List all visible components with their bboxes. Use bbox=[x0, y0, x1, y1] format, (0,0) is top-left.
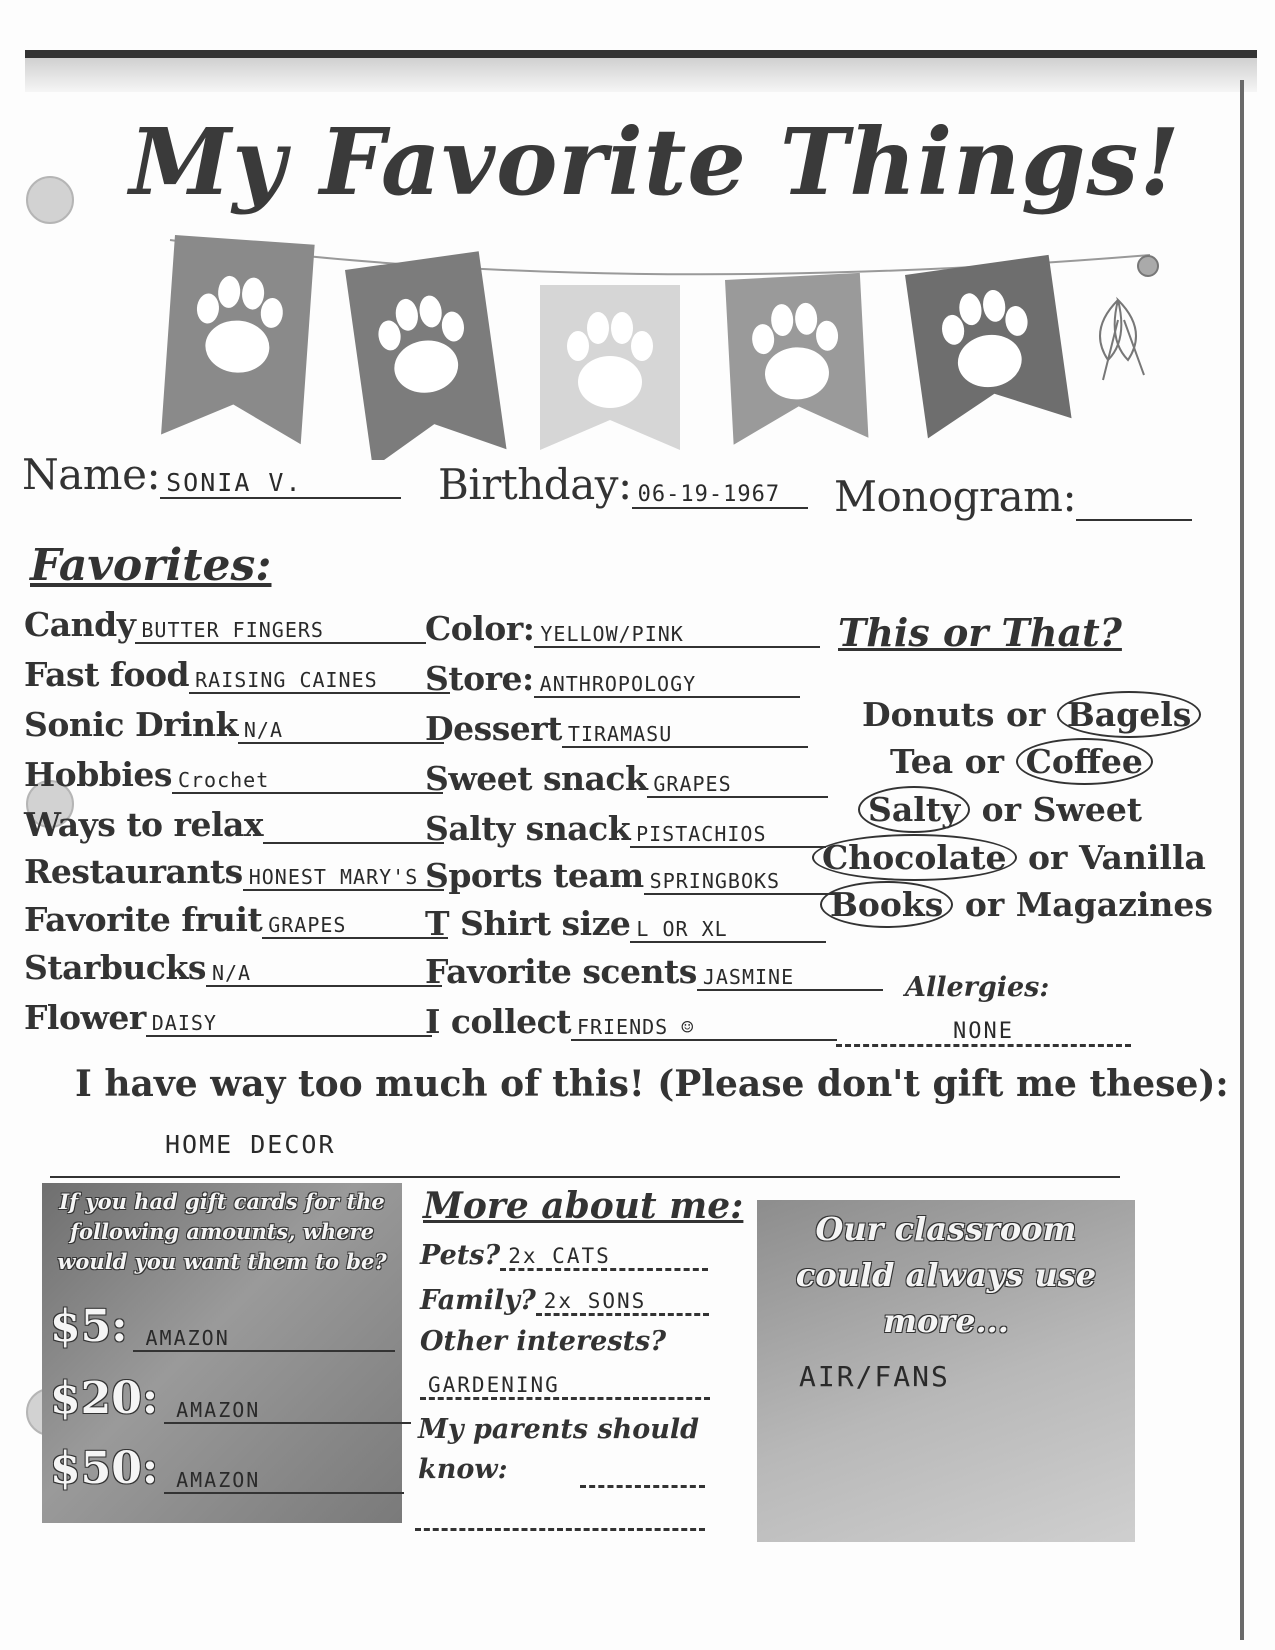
family-row bbox=[420, 1283, 709, 1316]
favorite-label: Sports team bbox=[425, 856, 644, 895]
gift-cards-box bbox=[42, 1183, 402, 1523]
this-or-that-heading: This or That? bbox=[838, 610, 1122, 655]
gift-value[interactable]: AMAZON bbox=[145, 1326, 230, 1350]
favorite-label: Color: bbox=[425, 609, 535, 648]
other-interests-value[interactable]: GARDENING bbox=[428, 1373, 560, 1397]
favorite-left-row bbox=[24, 755, 443, 794]
favorite-label: T Shirt size bbox=[425, 904, 631, 943]
pets-value[interactable]: 2x CATS bbox=[508, 1244, 611, 1268]
favorite-value[interactable]: DAISY bbox=[151, 1011, 217, 1035]
parents-line-1 bbox=[580, 1455, 705, 1488]
or-word: or bbox=[981, 790, 1022, 829]
option-b[interactable]: Coffee bbox=[1016, 738, 1153, 785]
favorite-value[interactable]: GRAPES bbox=[653, 772, 732, 796]
monogram-label: Monogram: bbox=[834, 472, 1077, 521]
family-label: Family? bbox=[420, 1285, 536, 1316]
favorite-left-row bbox=[24, 805, 444, 844]
favorite-value[interactable]: L OR XL bbox=[636, 917, 728, 941]
favorite-value[interactable]: N/A bbox=[243, 718, 283, 742]
gift-cards-prompt: If you had gift cards for the following amounts, where would you want them to be? bbox=[57, 1189, 387, 1274]
favorite-value[interactable]: Crochet bbox=[177, 768, 270, 792]
favorite-value[interactable]: GRAPES bbox=[268, 913, 347, 937]
or-word: or bbox=[964, 885, 1005, 924]
favorite-value[interactable]: PISTACHIOS bbox=[636, 822, 767, 846]
favorite-middle-row bbox=[425, 659, 800, 698]
favorite-value[interactable]: JASMINE bbox=[702, 965, 795, 989]
birthday-value[interactable]: 06-19-1967 bbox=[637, 482, 781, 507]
classroom-box bbox=[757, 1200, 1135, 1542]
parents-line-2 bbox=[415, 1500, 705, 1531]
favorite-value[interactable]: YELLOW/PINK bbox=[540, 622, 684, 646]
option-b[interactable]: Sweet bbox=[1032, 790, 1143, 829]
pets-label: Pets? bbox=[420, 1240, 501, 1271]
favorites-heading: Favorites: bbox=[30, 540, 272, 591]
option-a[interactable]: Salty bbox=[858, 786, 970, 833]
favorite-label: Favorite fruit bbox=[24, 900, 263, 939]
paw-flag-3 bbox=[540, 285, 680, 450]
favorite-value[interactable]: FRIENDS ☺ bbox=[576, 1015, 695, 1039]
gift-value[interactable]: AMAZON bbox=[176, 1398, 261, 1422]
paw-flag-1 bbox=[161, 235, 315, 444]
gift-amount: $5: bbox=[50, 1301, 128, 1352]
favorite-value[interactable]: HONEST MARY'S bbox=[248, 865, 419, 889]
favorite-left-row bbox=[24, 852, 444, 891]
allergies-label: Allergies: bbox=[905, 972, 1050, 1003]
favorite-middle-row bbox=[425, 759, 828, 798]
favorite-value[interactable]: TIRAMASU bbox=[567, 722, 673, 746]
monogram-row bbox=[834, 472, 1192, 521]
gift-card-row bbox=[50, 1301, 395, 1352]
name-row bbox=[22, 450, 401, 499]
family-value[interactable]: 2x SONS bbox=[543, 1289, 647, 1313]
favorite-label: Store: bbox=[425, 659, 534, 698]
favorite-middle-row bbox=[425, 1002, 837, 1041]
gift-card-row bbox=[50, 1373, 411, 1424]
this-or-that-item bbox=[858, 790, 1142, 829]
favorite-label: Dessert bbox=[425, 709, 562, 748]
favorite-label: Ways to relax bbox=[24, 805, 264, 844]
birthday-label: Birthday: bbox=[438, 460, 632, 509]
favorite-label: Sweet snack bbox=[425, 759, 648, 798]
paw-flag-4 bbox=[725, 273, 868, 445]
option-a[interactable]: Donuts bbox=[862, 695, 995, 734]
paw-flag-2 bbox=[345, 251, 507, 460]
favorite-middle-row bbox=[425, 809, 826, 848]
favorite-middle-row bbox=[425, 952, 883, 991]
allergies-value[interactable]: NONE bbox=[953, 1019, 1014, 1044]
favorite-value[interactable]: RAISING CAINES bbox=[195, 668, 378, 692]
too-much-value[interactable]: HOME DECOR bbox=[165, 1130, 336, 1159]
favorite-value[interactable]: ANTHROPOLOGY bbox=[539, 672, 697, 696]
name-label: Name: bbox=[22, 450, 161, 499]
favorite-label: Sonic Drink bbox=[24, 705, 238, 744]
allergies-line bbox=[836, 1010, 1131, 1047]
favorite-left-row bbox=[24, 655, 450, 694]
birthday-row bbox=[438, 460, 808, 509]
too-much-label: I have way too much of this! (Please don't gift me these): bbox=[75, 1063, 1229, 1105]
favorite-label: Hobbies bbox=[24, 755, 172, 794]
favorite-middle-row bbox=[425, 609, 820, 648]
bow-icon bbox=[1100, 256, 1158, 380]
option-a[interactable]: Tea bbox=[890, 742, 954, 781]
favorite-label: Starbucks bbox=[24, 948, 206, 987]
other-interests-label: Other interests? bbox=[420, 1326, 667, 1357]
too-much-line bbox=[50, 1130, 1120, 1178]
this-or-that-item bbox=[862, 695, 1201, 734]
this-or-that-item bbox=[812, 838, 1206, 877]
favorite-middle-row bbox=[425, 856, 835, 895]
option-a[interactable]: Books bbox=[820, 881, 953, 928]
or-word: or bbox=[1028, 838, 1068, 877]
favorite-label: Salty snack bbox=[425, 809, 631, 848]
gift-card-row bbox=[50, 1443, 404, 1494]
paw-flag-5 bbox=[905, 255, 1072, 439]
favorite-middle-row bbox=[425, 904, 826, 943]
favorite-label: Restaurants bbox=[24, 852, 243, 891]
favorite-left-row bbox=[24, 705, 444, 744]
gift-amount: $20: bbox=[50, 1373, 159, 1424]
favorite-left-row bbox=[24, 605, 426, 644]
favorite-value[interactable]: N/A bbox=[211, 961, 252, 985]
classroom-value[interactable]: AIR/FANS bbox=[799, 1360, 950, 1393]
classroom-label: Our classroom could always use more... bbox=[795, 1210, 1097, 1340]
name-value[interactable]: SONIA V. bbox=[166, 468, 303, 497]
option-b[interactable]: Vanilla bbox=[1078, 838, 1206, 877]
favorite-value[interactable]: SPRINGBOKS bbox=[649, 869, 781, 893]
page-title: My Favorite Things! bbox=[129, 108, 1181, 216]
favorite-middle-row bbox=[425, 709, 808, 748]
pets-row bbox=[420, 1238, 708, 1271]
option-b[interactable]: Magazines bbox=[1015, 885, 1213, 924]
gift-amount: $50: bbox=[50, 1443, 159, 1494]
option-a[interactable]: Chocolate bbox=[812, 834, 1017, 881]
favorite-label: Flower bbox=[24, 998, 146, 1037]
favorite-left-row bbox=[24, 948, 442, 987]
favorite-label: Favorite scents bbox=[425, 952, 697, 991]
or-word: or bbox=[964, 742, 1005, 781]
favorite-value[interactable]: BUTTER FINGERS bbox=[141, 618, 324, 642]
parents-label: My parents should know: bbox=[418, 1414, 700, 1485]
paw-banner bbox=[0, 0, 1275, 460]
more-about-heading: More about me: bbox=[423, 1185, 744, 1227]
option-b[interactable]: Bagels bbox=[1057, 691, 1201, 738]
gift-value[interactable]: AMAZON bbox=[176, 1468, 261, 1492]
other-interests-line bbox=[420, 1365, 710, 1400]
favorite-left-row bbox=[24, 900, 448, 939]
favorite-label: Candy bbox=[24, 605, 136, 644]
this-or-that-item bbox=[890, 742, 1153, 781]
this-or-that-item bbox=[820, 885, 1213, 924]
favorite-label: I collect bbox=[425, 1002, 571, 1041]
favorite-label: Fast food bbox=[24, 655, 190, 694]
favorite-left-row bbox=[24, 998, 432, 1037]
or-word: or bbox=[1005, 695, 1046, 734]
